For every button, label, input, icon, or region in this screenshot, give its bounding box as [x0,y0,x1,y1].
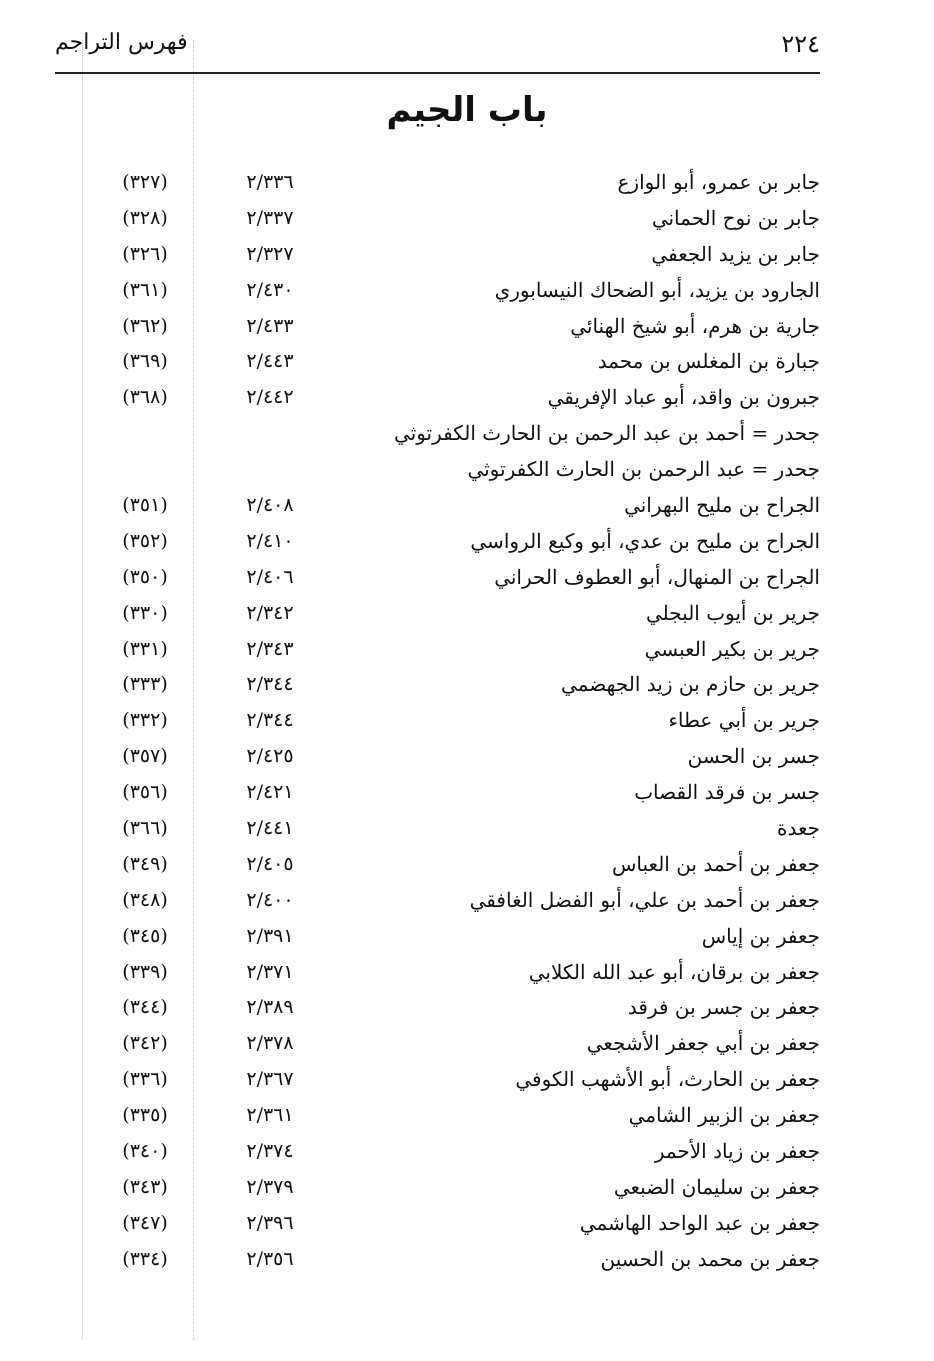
entry-volume-page: ٢/٣٤٣ [246,637,294,660]
entry-name: جعفر بن إياس [701,923,820,948]
entry-name: جحدر = أحمد بن عبد الرحمن بن الحارث الكفرتوثي [393,421,820,446]
entry-volume-page: ٢/٤٣٠ [246,278,294,301]
entry-name: جابر بن عمرو، أبو الوازع [617,170,820,194]
entry-name: جعفر بن سليمان الضبعي [613,1174,820,1199]
index-entry [0,204,934,240]
entry-name: جبارة بن المغلس بن محمد [597,349,820,374]
index-entry [0,1245,934,1281]
entry-number: (٣٦٢) [122,314,168,337]
entry-volume-page: ٢/٣٧٤ [246,1140,294,1163]
index-entry [0,706,934,742]
index-entry [0,312,934,348]
entry-number: (٣٤٣) [122,1175,168,1198]
running-header [55,26,820,66]
index-entry [0,1209,934,1245]
entry-number: (٣٣٠) [122,601,168,624]
entry-name: جحدر = عبد الرحمن بن الحارث الكفرتوثي [467,457,820,482]
entry-number: (٣٥٢) [122,529,168,552]
entry-volume-page: ٢/٣٤٢ [246,601,294,624]
entry-name: جبرون بن واقد، أبو عباد الإفريقي [547,385,820,410]
entry-name: جعفر بن جسر بن فرقد [627,995,820,1020]
entry-name: جعفر بن أحمد بن علي، أبو الفضل الغافقي [469,887,820,912]
entry-number: (٣٣٥) [122,1104,168,1127]
entry-number: (٣٦٦) [122,817,168,840]
entry-volume-page: ٢/٣٧٨ [246,1032,294,1055]
entry-name: الجراح بن مليح بن عدي، أبو وكيع الرواسي [470,528,820,553]
index-entry [0,670,934,706]
index-entry [0,958,934,994]
entry-volume-page: ٢/٣٩١ [246,924,294,947]
entry-number: (٣٥٠) [122,565,168,588]
entry-number: (٣٤٢) [122,1032,168,1055]
entry-number: (٣٥٧) [122,745,168,768]
entry-name: جعفر بن أبي جعفر الأشجعي [586,1031,820,1056]
entry-volume-page: ٢/٣٣٧ [246,206,294,229]
entry-name: جسر بن الحسن [687,744,820,769]
entry-volume-page: ٢/٤٠٠ [246,888,294,911]
entry-name: جرير بن حازم بن زيد الجهضمي [561,672,820,697]
entry-volume-page: ٢/٣٧١ [246,960,294,983]
index-entry [0,886,934,922]
index-entry [0,527,934,563]
entry-volume-page: ٢/٣٤٤ [246,709,294,732]
entry-name: جعفر بن محمد بن الحسين [600,1246,820,1271]
entry-number: (٣٤٨) [122,888,168,911]
index-entry [0,742,934,778]
entry-name: الجراح بن المنهال، أبو العطوف الحراني [494,564,820,589]
entry-number: (٣٤٠) [122,1140,168,1163]
entry-volume-page: ٢/٤٢١ [246,781,294,804]
chapter-title: باب الجيم [386,90,548,130]
entry-number: (٣٦١) [122,278,168,301]
entry-number: (٣٣١) [122,637,168,660]
entry-name: الجراح بن مليح البهراني [624,493,820,518]
index-entry [0,1101,934,1137]
entry-name: جارية بن هرم، أبو شيخ الهنائي [570,313,820,338]
index-entry [0,1065,934,1101]
entry-name: جعفر بن أحمد بن العباس [612,851,820,876]
entry-volume-page: ٢/٤٠٦ [246,565,294,588]
index-entry [0,455,934,491]
entry-number: (٣٥١) [122,494,168,517]
entry-number: (٣٣٣) [122,673,168,696]
index-entry [0,563,934,599]
entry-number: (٣٣٦) [122,1068,168,1091]
entry-volume-page: ٢/٣٥٦ [246,1247,294,1270]
entry-number: (٣٤٧) [122,1211,168,1234]
entry-volume-page: ٢/٤١٠ [246,529,294,552]
entry-name: جعفر بن برقان، أبو عبد الله الكلابي [528,959,820,984]
index-entry [0,599,934,635]
entry-volume-page: ٢/٣٢٧ [246,242,294,265]
entry-name: جسر بن فرقد القصاب [634,780,820,805]
entry-name: جرير بن أيوب البجلي [645,600,820,625]
index-entry [0,419,934,455]
entry-number: (٣٤٩) [122,852,168,875]
index-entry [0,491,934,527]
entry-name: جابر بن يزيد الجعفي [651,241,820,266]
index-entry [0,1029,934,1065]
entry-number: (٣٢٦) [122,242,168,265]
entry-volume-page: ٢/٤٤٣ [246,350,294,373]
entry-volume-page: ٢/٤٤٢ [246,386,294,409]
index-entry [0,347,934,383]
entry-number: (٣٥٦) [122,781,168,804]
entry-name: جعفر بن زياد الأحمر [654,1139,820,1164]
index-entry [0,276,934,312]
entry-name: جعفر بن الحارث، أبو الأشهب الكوفي [515,1067,820,1092]
index-entry [0,814,934,850]
entry-volume-page: ٢/٣٦٧ [246,1068,294,1091]
entry-volume-page: ٢/٤٢٥ [246,745,294,768]
entry-number: (٣٦٩) [122,350,168,373]
index-entry [0,240,934,276]
running-section-title: فهرس التراجم [55,30,188,55]
entry-volume-page: ٢/٤٣٣ [246,314,294,337]
entry-volume-page: ٢/٤٠٨ [246,494,294,517]
index-entry [0,922,934,958]
entry-number: (٣٤٤) [122,996,168,1019]
index-entry [0,635,934,671]
entry-volume-page: ٢/٣٨٩ [246,996,294,1019]
entry-number: (٣٤٥) [122,924,168,947]
entry-number: (٣٦٨) [122,386,168,409]
entry-name: جرير بن أبي عطاء [668,708,820,733]
entry-name: جعفر بن الزبير الشامي [628,1103,820,1128]
entry-volume-page: ٢/٣٩٦ [246,1211,294,1234]
page-number: ٢٢٤ [781,30,820,58]
entry-volume-page: ٢/٣٦١ [246,1104,294,1127]
entry-volume-page: ٢/٣٧٩ [246,1175,294,1198]
entry-volume-page: ٢/٣٣٦ [246,171,294,193]
index-entry [0,1137,934,1173]
entry-name: جعفر بن عبد الواحد الهاشمي [579,1210,820,1235]
entry-number: (٣٣٩) [122,960,168,983]
index-entry [0,168,934,204]
entry-number: (٣٢٨) [122,206,168,229]
header-rule [55,72,820,74]
index-entry [0,850,934,886]
entry-number: (٣٢٧) [122,171,168,193]
entry-name: جعدة [777,816,820,841]
entry-name: جرير بن بكير العبسي [644,636,820,661]
entry-number: (٣٣٤) [122,1247,168,1270]
index-entry [0,383,934,419]
index-entry [0,778,934,814]
entry-number: (٣٣٢) [122,709,168,732]
index-entry [0,993,934,1029]
entry-name: جابر بن نوح الحماني [651,205,820,230]
entry-volume-page: ٢/٤٠٥ [246,852,294,875]
entry-name: الجارود بن يزيد، أبو الضحاك النيسابوري [494,277,820,302]
entry-volume-page: ٢/٤٤١ [246,817,294,840]
index-entry [0,1173,934,1209]
index-entries [0,168,934,1281]
entry-volume-page: ٢/٣٤٤ [246,673,294,696]
